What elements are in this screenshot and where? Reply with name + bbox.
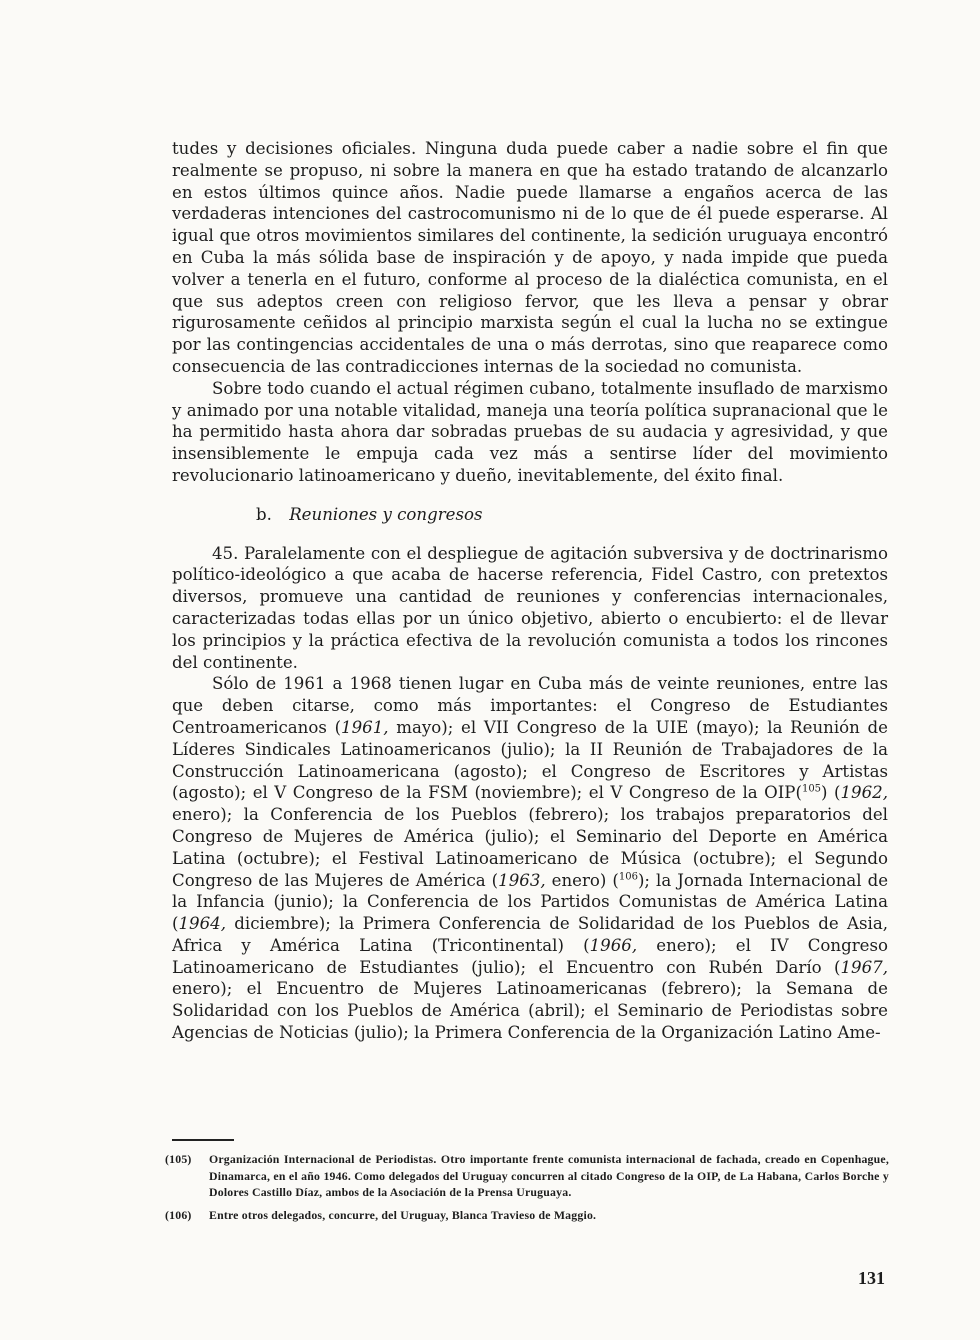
paragraph-45-text: Paralelamente con el despliegue de agitación subversiva y de doctrinarismo político-ideológico a que acaba de hacerse referencia, Fidel Castro, con pretextos diversos, promueve una cantidad de reuniones y conferencias internacionales, caracterizadas todas ellas por un único objetivo, abierto o encubierto: el de llevar los principios y la práctica efectiva de la revolución comunista a todos los rincones del continente. (172, 543, 888, 672)
year-1964: 1964, (178, 914, 226, 934)
footnote-divider (172, 1139, 234, 1141)
text-run: ) ( (821, 783, 841, 803)
year-1961: 1961, (341, 717, 389, 737)
page-body (172, 138, 888, 1044)
paragraph-2: Sobre todo cuando el actual régimen cubano, totalmente insuflado de marxismo y animado por una notable vitalidad, maneja una teoría política supranacional que le ha permitido hasta ahora dar sobradas pruebas de su audacia y agresividad, y que insensiblemente le empuja cada vez más a sentirse líder del movimiento revolucionario latinoamericano y dueño, inevitablemente, del éxito final. (172, 378, 888, 485)
paragraph-number: 45. (212, 543, 239, 563)
footnote-ref-105: 105 (801, 783, 822, 795)
text-run: ); la Jornada Internacional de la Infancia (junio); la Conferencia de los Partidos Comunistas de América Latina ( (172, 870, 889, 934)
page-number: 131 (858, 1268, 885, 1288)
paragraph-1: tudes y decisiones oficiales. Ninguna duda puede caber a nadie sobre el fin que realmente se propuso, ni sobre la manera en que ha estado tratando de alcanzarlo en estos últimos quince años. Nadie puede llamarse a engaños acerca de las verdaderas intenciones del castrocomunismo ni de lo que de él puede esperarse. Al igual que otros movimientos similares del continente, la sedición uruguaya encontró en Cuba la más sólida base de inspiración y de apoyo, y nada impide que pueda volver a tenerla en el futuro, conforme al proceso de la dialéctica comunista, en el que sus adeptos creen con religioso fervor, que les lleva a pensar y obrar rigurosamente ceñidos al principio marxista según el cual la lucha no se extingue por las contingencias accidentales de una o más derrotas, sino que reaparece como consecuencia de las contradicciones internas de la sociedad no comunista. (172, 139, 888, 376)
text-run: enero); la Conferencia de los Pueblos (febrero); los trabajos preparatorios del Congreso de Mujeres de América (julio); el Seminario del Deporte en América Latina (octubre); el Festival Latinoamericano de Música (octubre); el Segundo Congreso de las Mujeres de América ( (172, 805, 888, 890)
year-1962: 1962, (840, 783, 888, 803)
paragraph-45 (172, 543, 888, 674)
footnote-105 (165, 1151, 889, 1201)
footnote-text: Entre otros delegados, concurre, del Uruguay, Blanca Travieso de Maggio. (209, 1207, 597, 1222)
year-1966: 1966, (589, 935, 638, 955)
year-1967: 1967, (840, 957, 888, 977)
footnote-text: Organización Internacional de Periodistas. Otro importante frente comunista internacional de fachada, creado en Copenhague, Dinamarca, en el año 1946. Como delegados del Uruguay concurren al citado Congreso de la OIP, de La Habana, Carlos Borche y Dolores Castillo Díaz, ambos de la Asociación de la Prensa Uruguaya. (209, 1152, 889, 1199)
text-run: mayo); el VII Congreso de la UIE (mayo); la Reunión de Líderes Sindicales Latinoamericanos (julio); la II Reunión de Trabajadores de la Construcción Latinoamericana (agosto); el Congreso de Escritores y Artistas (agosto); el V Congreso de la FSM (noviembre); el V Congreso de la OIP( (172, 717, 888, 803)
text-run: enero); el Encuentro de Mujeres Latinoamericanas (febrero); la Semana de Solidaridad con los Pueblos de América (abril); el Seminario de Periodistas sobre Agencias de Noticias (julio); la Primera Conferencia de la Organización Latino Ame- (172, 979, 888, 1043)
footnote-number: (106) (165, 1207, 192, 1222)
text-run: enero); el IV Congreso Latinoamericano de Estudiantes (julio); el Encuentro con Rubén Darío ( (172, 935, 888, 977)
footnote-106 (165, 1207, 889, 1224)
section-letter: b. (256, 504, 272, 524)
text-run: diciembre); la Primera Conferencia de Solidaridad de los Pueblos de Asia, Africa y América Latina (Tricontinental) ( (172, 914, 888, 955)
year-1963: 1963, (498, 870, 546, 890)
footnotes (165, 1151, 889, 1229)
section-heading (256, 504, 888, 526)
paragraph-4 (172, 673, 888, 1044)
text-run: Sólo de 1961 a 1968 tienen lugar en Cuba más de veinte reuniones, entre las que deben citarse, como más importantes: el Congreso de Estudiantes Centroamericanos ( (172, 674, 888, 737)
section-title: Reuniones y congresos (289, 504, 483, 524)
footnote-ref-106: 106 (618, 870, 638, 882)
text-run: enero) ( (545, 870, 619, 890)
footnote-number: (105) (165, 1152, 192, 1166)
